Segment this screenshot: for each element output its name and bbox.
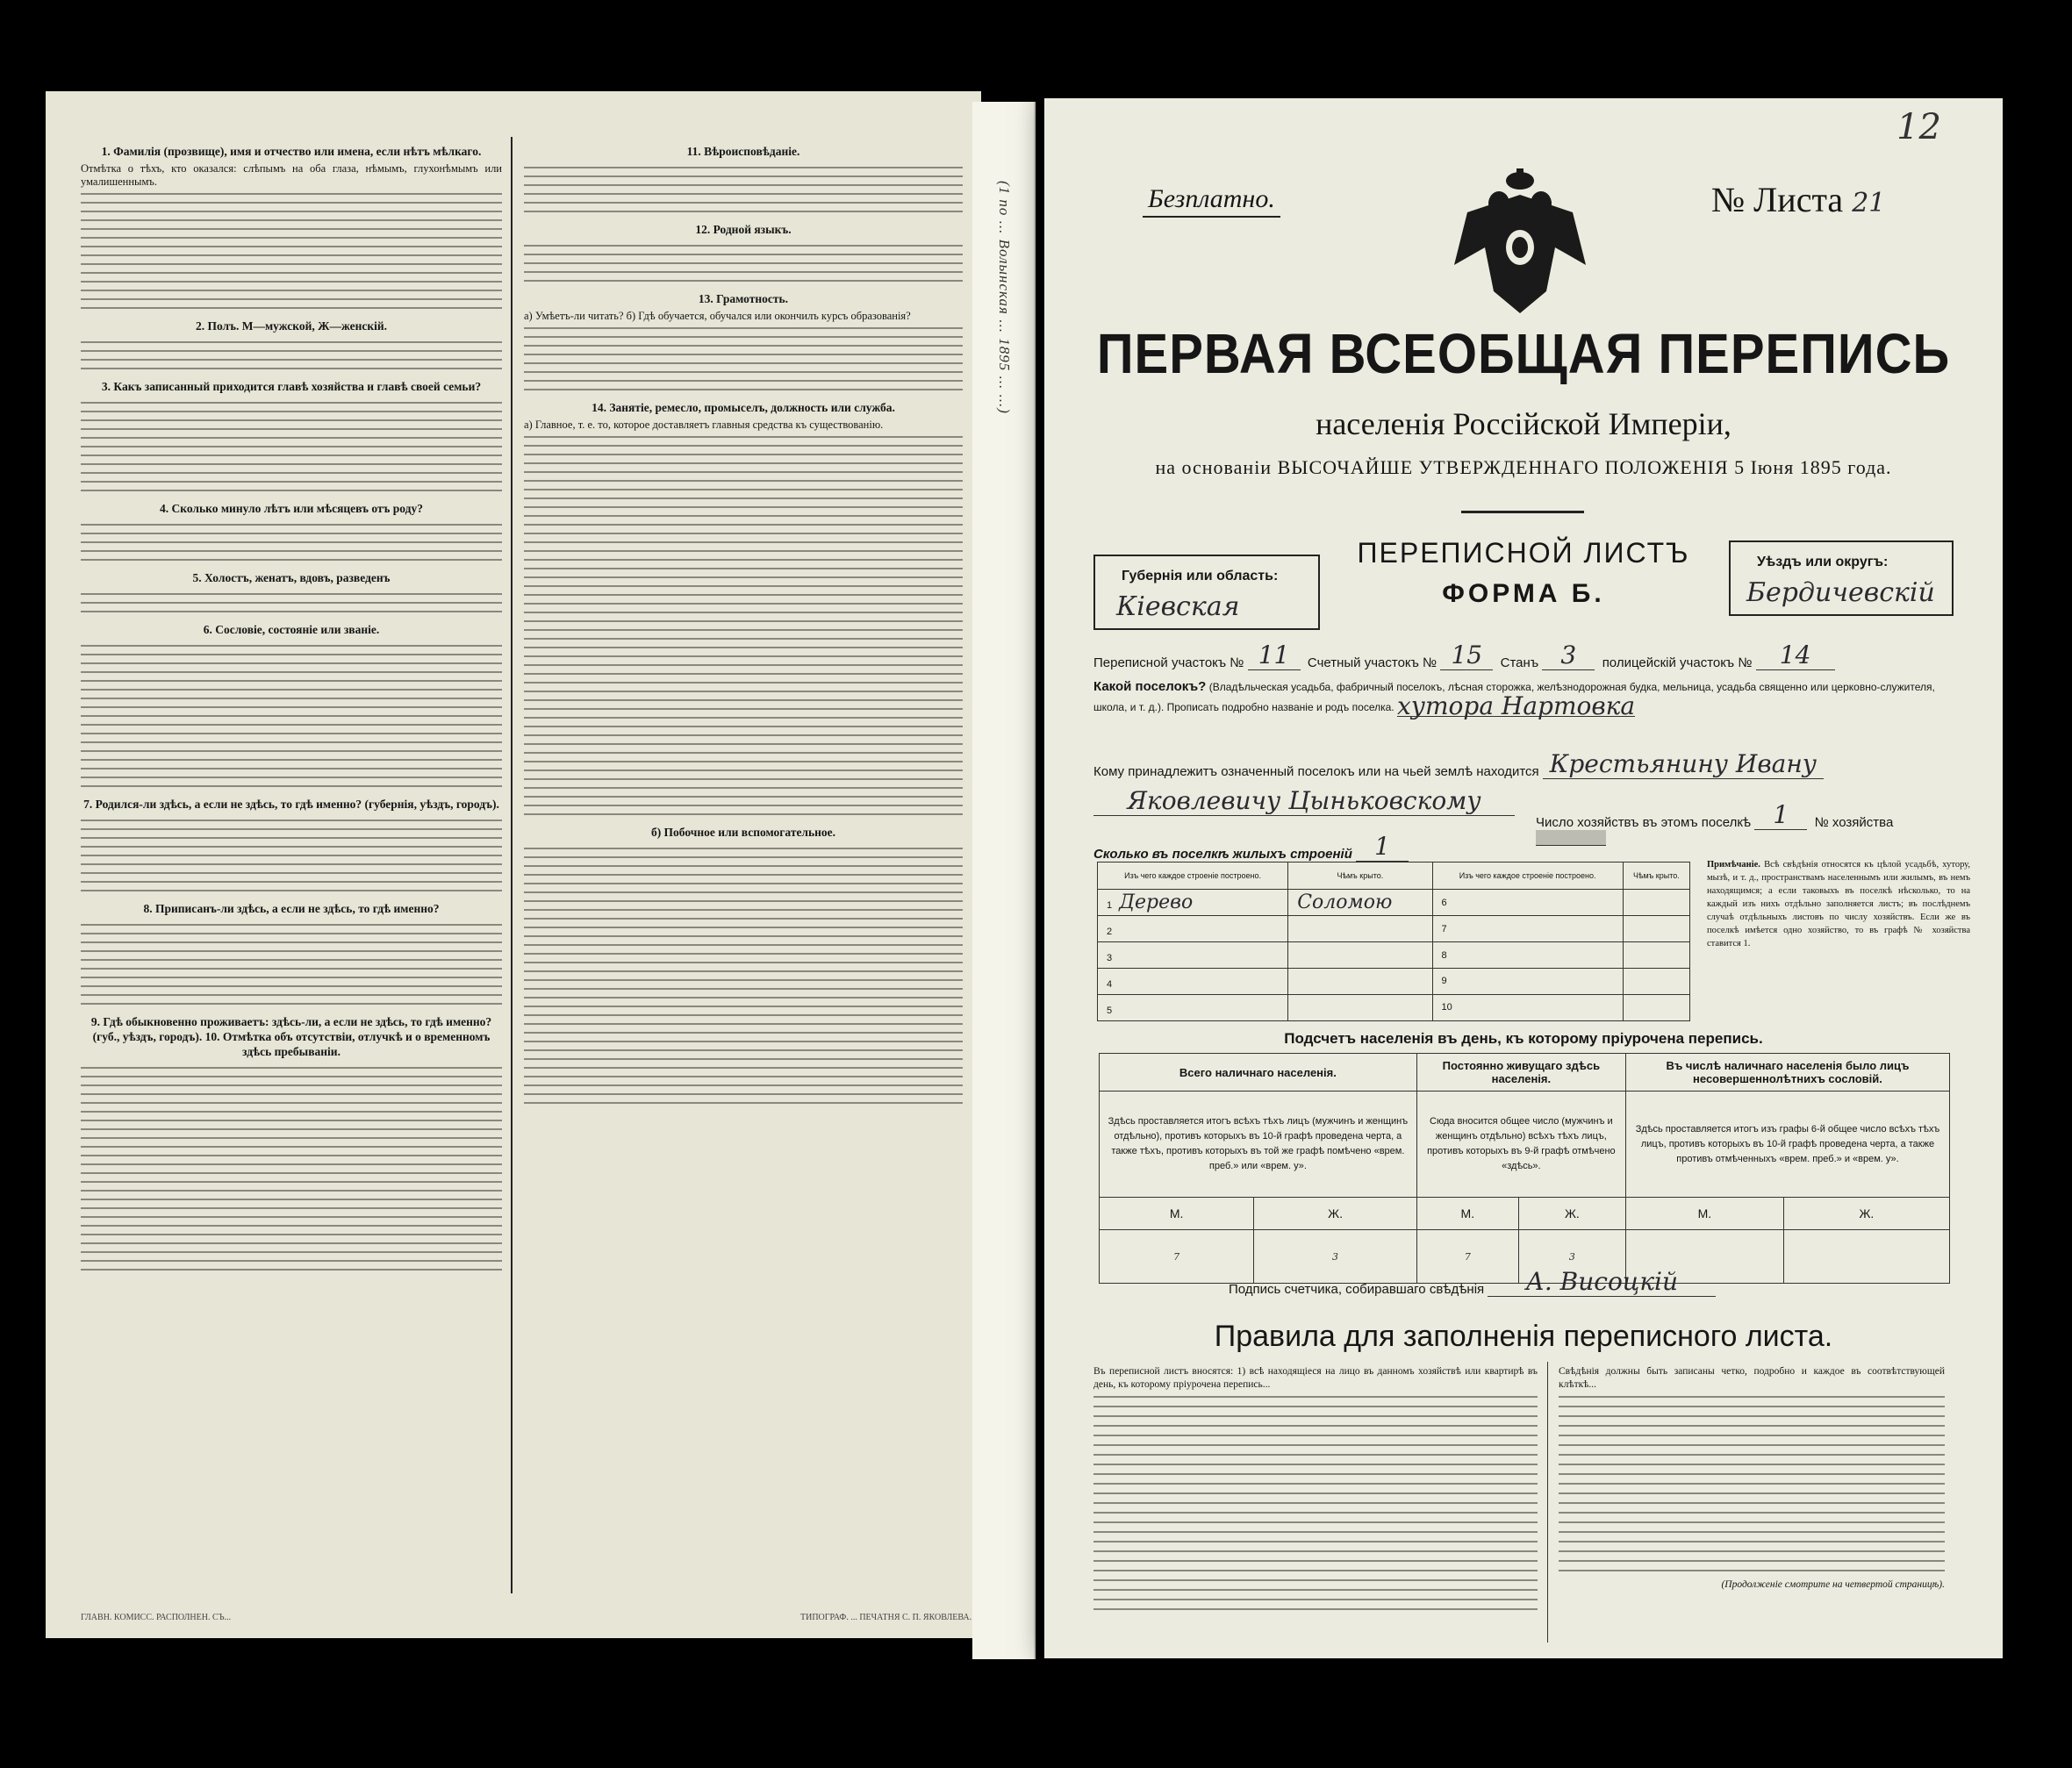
row-number: 1 — [1107, 900, 1113, 912]
pop-present-male: 7 — [1100, 1230, 1254, 1284]
row-number: 3 — [1107, 953, 1113, 963]
police-district-label: полицейскій участокъ № — [1602, 655, 1753, 670]
households-label: Число хозяйствъ въ этомъ поселкѣ — [1536, 815, 1752, 830]
census-district-value: 11 — [1248, 641, 1301, 670]
instruction-section-title: 14. Занятіе, ремесло, промыселъ, должность или служба. — [591, 401, 895, 414]
note-block — [1707, 858, 1970, 950]
footer-printer-left: ГЛАВН. КОМИСС. РАСПОЛНЕН. СЪ... — [81, 1613, 232, 1622]
strip-stamp-text: (1 по ... Волынская ... 1895 ... ...) — [996, 181, 1013, 414]
instruction-section-title: 2. Полъ. М—мужской, Ж—женскій. — [195, 319, 388, 333]
pop-female-header: Ж. — [1518, 1198, 1625, 1230]
rules-text: Свѣдѣнія должны быть записаны четко, подробно и каждое въ соотвѣтствующей клѣткѣ... — [1559, 1366, 1945, 1390]
counting-district-label: Счетный участокъ № — [1307, 655, 1437, 670]
instruction-section-title: 4. Сколько минуло лѣтъ или мѣсяцевъ отъ роду? — [160, 502, 423, 515]
households-value: 1 — [1754, 800, 1807, 830]
counting-district-value: 15 — [1440, 641, 1493, 670]
rules-column-left — [1093, 1365, 1538, 1614]
buildings-row-entry — [1098, 890, 1690, 916]
list-number-value: 21 — [1852, 188, 1886, 218]
pop-header-minors: Въ числѣ наличнаго населенія было лицъ несовершеннолѣтнихъ сословій. — [1625, 1054, 1949, 1092]
buildings-row-entry — [1098, 916, 1690, 942]
counter-label: Подпись счетчика, собиравшаго свѣдѣнія — [1229, 1282, 1485, 1297]
rules-column-right — [1559, 1365, 1945, 1592]
fine-print-block — [524, 432, 963, 818]
title-rule — [1461, 511, 1584, 513]
owner-row — [1093, 749, 1954, 779]
pop-header-resident: Постоянно живущаго здѣсь населенія. — [1416, 1054, 1625, 1092]
rules-title: Правила для заполненія переписного листа. — [1214, 1320, 1833, 1353]
buildings-value: 1 — [1356, 832, 1409, 862]
owner-value-2: Яковлевичу Цыньковскому — [1093, 786, 1515, 816]
instruction-section-text: а) Умѣетъ-ли читать? б) Гдѣ обучается, обучался или окончилъ курсъ образованія? — [524, 310, 911, 322]
form-letter: ФОРМА Б. — [1442, 579, 1605, 608]
pop-minors-female — [1783, 1230, 1949, 1284]
building-roof-2 — [1623, 942, 1689, 969]
form-name: ПЕРЕПИСНОЙ ЛИСТЪ — [1357, 537, 1690, 569]
settlement-row — [1093, 677, 1954, 720]
stan-label: Станъ — [1500, 655, 1539, 670]
double-headed-eagle-icon — [1450, 168, 1590, 318]
column-divider — [511, 137, 513, 1593]
fine-print-block — [81, 589, 502, 615]
pop-desc-present: Здѣсь проставляется итогъ всѣхъ тѣхъ лицъ (мужчинъ и женщинъ отдѣльно), противъ которыхъ въ 10-й графѣ проведена черта, а также тѣхъ, противъ которыхъ въ той же графѣ помѣчено «врем. преб.» или «врем. у». — [1100, 1092, 1417, 1198]
instruction-section-title: 3. Какъ записанный приходится главѣ хозяйства и главѣ своей семьи? — [101, 380, 482, 393]
owner-label: Кому принадлежитъ означенный поселокъ или на чьей землѣ находится — [1093, 764, 1539, 779]
sheet-number-handwritten: 12 — [1896, 107, 1941, 147]
buildings-col-material-2: Изъ чего каждое строеніе построено. — [1432, 863, 1623, 890]
row-number: 2 — [1107, 927, 1113, 938]
buildings-row-entry — [1098, 969, 1690, 995]
row-number: 10 — [1432, 994, 1623, 1020]
fine-print-block — [81, 189, 502, 311]
counter-signature: А. Висоцкій — [1488, 1267, 1716, 1297]
pop-resident-female: 3 — [1518, 1230, 1625, 1284]
fine-print-block — [81, 519, 502, 563]
pop-desc-resident: Сюда вносится общее число (мужчинъ и женщинъ отдѣльно) всѣхъ тѣхъ лицъ, противъ которыхъ въ 9-й графѣ отмѣчено «здѣсь». — [1416, 1092, 1625, 1198]
buildings-row — [1093, 832, 1954, 862]
building-roof — [1288, 942, 1432, 969]
pop-resident-male: 7 — [1416, 1230, 1518, 1284]
pop-male-header: М. — [1100, 1198, 1254, 1230]
row-number: 5 — [1107, 1005, 1113, 1016]
fine-print-block — [524, 240, 963, 284]
buildings-label: Сколько въ поселкѣ жилыхъ строеній — [1093, 847, 1352, 862]
settlement-label: Какой поселокъ? — [1093, 679, 1207, 694]
fine-print-block — [81, 1063, 502, 1273]
pop-header-present: Всего наличнаго населенія. — [1100, 1054, 1417, 1092]
instruction-section-title: 12. Родной языкъ. — [695, 223, 792, 236]
fine-print-block — [524, 323, 963, 393]
rules-text: Въ переписной листъ вносятся: 1) всѣ находящіеся на лицо въ данномъ хозяйствѣ или квартирѣ въ день, къ которому пріурочена перепись... — [1093, 1366, 1538, 1390]
pop-female-header: Ж. — [1254, 1198, 1416, 1230]
gubernia-value: Кіевская — [1116, 591, 1240, 622]
settlement-note: (Владѣльческая усадьба, фабричный поселокъ, лѣсная сторожка, желѣзнодорожная будка, мельница, усадьба священно или церковно-служителя, школа, и т. д.). Прописать подробно названіе и родъ поселка. — [1093, 681, 1935, 713]
instruction-section-title: 5. Холостъ, женатъ, вдовъ, разведенъ — [192, 571, 391, 584]
settlement-value: хутора Нартовка — [1396, 691, 1636, 720]
fine-print-block — [1559, 1392, 1945, 1575]
buildings-col-roof-2: Чѣмъ крыто. — [1623, 863, 1689, 890]
fine-print-block — [524, 162, 963, 215]
census-form-page — [1044, 98, 2003, 1658]
fine-print-block — [81, 641, 502, 790]
buildings-table — [1097, 862, 1690, 1021]
building-roof-2 — [1623, 994, 1689, 1020]
fine-print-block — [81, 397, 502, 494]
buildings-row-entry — [1098, 942, 1690, 969]
row-number: 6 — [1432, 890, 1623, 916]
instruction-section-text: Отмѣтка о тѣхъ, кто оказался: слѣпымъ на оба глаза, нѣмымъ, глухонѣмымъ или умалишеннымъ. — [81, 162, 502, 188]
fine-print-block — [81, 815, 502, 894]
fine-print-block — [81, 337, 502, 372]
instruction-section-title: 7. Родился-ли здѣсь, а если не здѣсь, то гдѣ именно? (губернія, уѣздъ, городъ). — [83, 798, 499, 811]
population-count-title: Подсчетъ населенія въ день, къ которому пріурочена перепись. — [1284, 1030, 1763, 1047]
uezd-value: Бердичевскій — [1746, 577, 1935, 608]
gubernia-label: Губернія или область: — [1122, 569, 1279, 583]
footer-printer-right: ТИПОГРАФ. ... ПЕЧАТНЯ С. П. ЯКОВЛЕВА. — [800, 1613, 972, 1622]
police-district-value: 14 — [1756, 641, 1835, 670]
pop-male-header: М. — [1416, 1198, 1518, 1230]
counter-signature-row — [1229, 1267, 1716, 1297]
instruction-section-title: б) Побочное или вспомогательное. — [650, 826, 836, 839]
uezd-label: Уѣздъ или округъ: — [1757, 555, 1889, 569]
fine-print-block — [81, 920, 502, 1007]
note-title: Примѣчаніе. — [1707, 860, 1760, 870]
census-title: ПЕРВАЯ ВСЕОБЩАЯ ПЕРЕПИСЬ — [1096, 322, 1951, 386]
instruction-section-title: 6. Сословіе, состояніе или званіе. — [203, 623, 380, 636]
instruction-section-title: 13. Грамотность. — [698, 292, 789, 305]
instruction-section-title: 9. Гдѣ обыкновенно проживаетъ: здѣсь-ли, а если не здѣсь, то гдѣ именно? (губ., уѣздъ, городъ). 10. Отмѣтка объ отсутствіи, отлучкѣ и о временномъ здѣсь пребываніи. — [90, 1015, 492, 1058]
pop-desc-minors: Здѣсь проставляется итогъ изъ графы 6-й общее число всѣхъ тѣхъ лицъ, противъ которыхъ въ 10-й графѣ проведена черта, а также противъ отмѣченныхъ «врем. преб.» и «врем. у». — [1625, 1092, 1949, 1198]
rules-continued: (Продолженіе смотрите на четвертой страницѣ). — [1721, 1579, 1945, 1590]
list-number — [1711, 179, 1885, 220]
fine-print-block — [1093, 1392, 1538, 1614]
building-roof — [1288, 994, 1432, 1020]
building-roof — [1288, 969, 1432, 995]
fine-print-block — [524, 843, 963, 1106]
building-roof-2 — [1623, 969, 1689, 995]
building-roof-2 — [1623, 916, 1689, 942]
household-number-label: № хозяйства — [1814, 815, 1894, 830]
instruction-section-title: 1. Фамилія (прозвище), имя и отчество или имена, если нѣтъ мѣлкаго. — [101, 145, 482, 158]
population-table — [1099, 1053, 1950, 1284]
list-number-label: № Листа — [1711, 180, 1844, 219]
census-legal-basis: на основаніи ВЫСОЧАЙШЕ УТВЕРЖДЕННАГО ПОЛОЖЕНІЯ 5 Іюня 1895 года. — [1155, 456, 1892, 478]
free-of-charge-label: Безплатно. — [1143, 184, 1280, 218]
stan-value: 3 — [1542, 641, 1595, 670]
note-text: Всѣ свѣдѣнія относятся къ цѣлой усадьбѣ, хутору, мызѣ, и т. д., пространствамъ населеннымъ или жилымъ, въ немъ находящимся; а если таковыхъ въ поселкѣ нѣсколько, то на каждый изъ нихъ отдѣльно заполняется листъ; въ послѣднемъ случаѣ отдѣльныхъ листовъ по числу хозяйствъ. Если же въ поселкѣ имѣется одно хозяйство, то въ графѣ № хозяйства ставится 1. — [1707, 860, 1970, 948]
buildings-col-material: Изъ чего каждое строеніе построено. — [1098, 863, 1288, 890]
instruction-section-title: 11. Вѣроисповѣданіе. — [686, 145, 800, 158]
buildings-col-roof: Чѣмъ крыто. — [1288, 863, 1432, 890]
buildings-row-entry — [1098, 994, 1690, 1020]
instruction-section-text: а) Главное, т. е. то, которое доставляетъ главныя средства къ существованію. — [524, 419, 884, 431]
building-roof-2 — [1623, 890, 1689, 916]
building-material: Дерево — [1119, 891, 1194, 914]
census-district-label: Переписной участокъ № — [1093, 655, 1244, 670]
row-number: 9 — [1432, 969, 1623, 995]
uezd-box — [1729, 540, 1954, 616]
pop-female-header: Ж. — [1783, 1198, 1949, 1230]
instructions-column-right — [524, 137, 963, 1106]
row-number: 8 — [1432, 942, 1623, 969]
row-number: 7 — [1432, 916, 1623, 942]
census-subtitle: населенія Россійской Имперіи, — [1316, 406, 1731, 441]
district-row — [1093, 641, 1954, 670]
left-page — [46, 91, 981, 1638]
rules-divider — [1547, 1362, 1548, 1643]
pop-present-female: 3 — [1254, 1230, 1416, 1284]
instructions-column-left — [81, 137, 502, 1273]
instruction-section-title: 8. Приписанъ-ли здѣсь, а если не здѣсь, то гдѣ именно? — [143, 902, 440, 915]
row-number: 4 — [1107, 978, 1113, 990]
pop-male-header: М. — [1625, 1198, 1783, 1230]
binding-strip — [972, 102, 1036, 1659]
building-roof: Соломою — [1288, 890, 1432, 916]
building-roof — [1288, 916, 1432, 942]
owner-value-1: Крестьянину Ивану — [1543, 749, 1824, 779]
